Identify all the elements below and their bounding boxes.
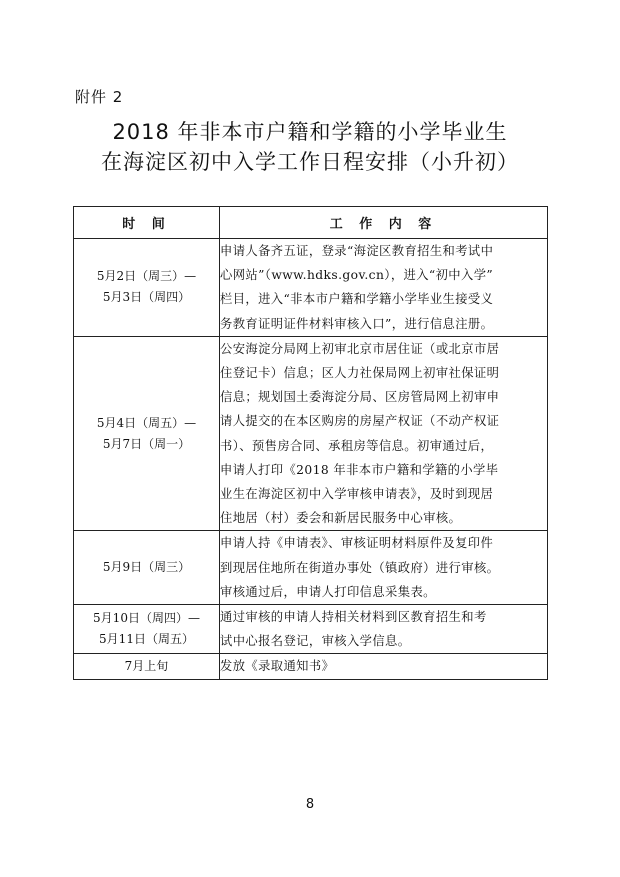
content-line: 申请人打印《2018 年非本市户籍和学籍的小学毕: [220, 462, 499, 477]
content-line: 信息；规划国土委海淀分局、区房管局网上初审申: [220, 390, 500, 405]
content-line: 务教育证明证件材料审核入口”，进行信息注册。: [220, 316, 494, 331]
schedule-table: [73, 206, 548, 680]
header-time: 时 间: [74, 207, 220, 239]
content-line: 书）、预售房合同、承租房等信息。初审通过后，: [220, 438, 494, 453]
page-title-line-2: 在海淀区初中入学工作日程安排（小升初）: [101, 150, 519, 174]
time-cell: [74, 336, 220, 531]
page-title-line-1: 2018 年非本市户籍和学籍的小学毕业生: [112, 120, 508, 144]
content-line: 公安海淀分局网上初审北京市居住证（或北京市居: [220, 341, 500, 356]
time-line: 5月9日（周三）: [102, 560, 191, 575]
table-header-row: [74, 207, 548, 239]
content-line: 审核通过后，申请人打印信息采集表。: [220, 584, 436, 599]
header-content: 工 作 内 容: [220, 207, 548, 239]
content-cell: [220, 654, 548, 679]
time-line: 5月7日（周一）: [102, 436, 191, 451]
content-cell: [220, 605, 548, 654]
content-line: 申请人持《申请表》、审核证明材料原件及复印件: [220, 536, 494, 551]
table-row: [74, 531, 548, 605]
content-line: 栏目，进入“非本市户籍和学籍小学毕业生接受义: [220, 292, 494, 307]
content-line: 请人提交的在本区购房的房屋产权证（不动产权证: [220, 414, 500, 429]
table-row: [74, 239, 548, 337]
time-cell: [74, 654, 220, 679]
table-row: [74, 605, 548, 654]
content-line: 住登记卡）信息；区人力社保局网上初审社保证明: [220, 366, 500, 381]
content-line: 心网站”（www.hdks.gov.cn），进入“初中入学”: [220, 268, 494, 283]
content-cell: [220, 239, 548, 337]
table-row: [74, 336, 548, 531]
time-line: 7月上旬: [124, 659, 169, 674]
time-line: 5月11日（周五）: [99, 632, 194, 647]
content-line: 试中心报名登记，审核入学信息。: [220, 634, 411, 649]
time-cell: [74, 605, 220, 654]
time-line: 5月4日（周五）—: [96, 415, 197, 430]
time-cell: [74, 239, 220, 337]
content-line: 申请人备齐五证，登录“海淀区教育招生和考试中: [220, 244, 494, 258]
time-line: 5月2日（周三）—: [96, 269, 197, 284]
content-line: 通过审核的申请人持相关材料到区教育招生和考: [220, 610, 487, 625]
content-line: 到现居住地所在街道办事处（镇政府）进行审核。: [220, 560, 500, 575]
time-line: 5月10日（周四）—: [93, 611, 200, 626]
content-line: 住地居（村）委会和新居民服务中心审核。: [220, 511, 462, 526]
table-row: [74, 654, 548, 679]
content-cell: [220, 531, 548, 605]
page-number: 8: [305, 797, 315, 812]
content-line: 发放《录取通知书》: [220, 659, 335, 674]
content-line: 业生在海淀区初中入学审核申请表》，及时到现居: [220, 487, 494, 502]
content-cell: [220, 336, 548, 531]
attachment-label: 附件 2: [75, 88, 124, 106]
time-line: 5月3日（周四）: [102, 290, 191, 305]
time-cell: [74, 531, 220, 605]
